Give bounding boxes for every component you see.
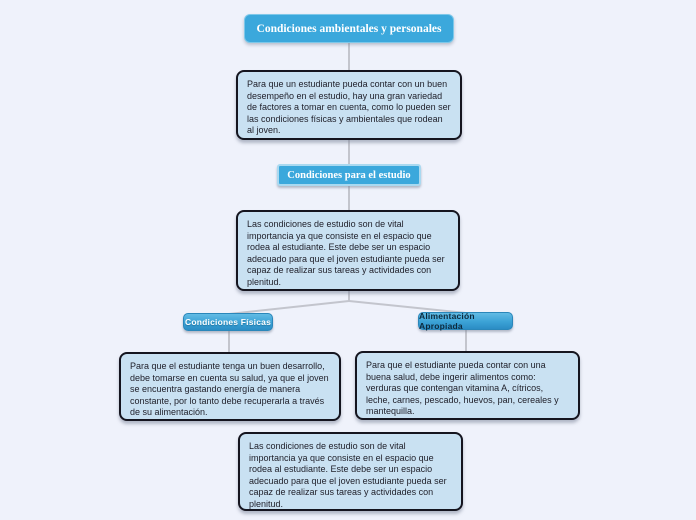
text-box-physical-description-text: Para que el estudiante tenga un buen desarrollo, debe tomarse en cuenta su salud, ya que el joven se encuentra gastando energía de manera constante, por lo tanto debe recuperarla a través de su alimentación.: [130, 361, 329, 418]
text-box-intro[interactable]: [236, 70, 462, 140]
node-study-label: Condiciones para el estudio: [287, 169, 411, 181]
node-condiciones-para-el-estudio[interactable]: [277, 164, 421, 186]
node-physical-label: Condiciones Físicas: [185, 317, 271, 327]
text-box-study-description[interactable]: [236, 210, 460, 291]
node-alimentacion-apropiada[interactable]: [418, 312, 513, 330]
text-box-food-description-text: Para que el estudiante pueda contar con una buena salud, debe ingerir alimentos como: verduras que contengan vitamina A, cítricos, leche, carnes, pescado, huevos, pan, cereales y mantequilla.: [366, 360, 559, 417]
text-box-food-description[interactable]: [355, 351, 580, 420]
root-node-label: Condiciones ambientales y personales: [256, 22, 442, 35]
node-condiciones-fisicas[interactable]: [183, 313, 273, 331]
text-box-intro-text: Para que un estudiante pueda contar con un buen desempeño en el estudio, hay una gran variedad de factores a tomar en cuenta, como lo pueden ser las condiciones físicas y ambientales que rodean al joven.: [247, 79, 451, 136]
text-box-physical-description[interactable]: [119, 352, 341, 421]
text-box-bottom-description-text: Las condiciones de estudio son de vital importancia ya que consiste en el espacio que rodea al estudiante. Este debe ser un espacio adecuado para que el joven estudiante pueda ser capaz de realizar sus tareas y actividades con plenitud.: [249, 441, 447, 509]
text-box-bottom-description[interactable]: [238, 432, 463, 511]
root-node-condiciones-ambientales[interactable]: [244, 14, 454, 43]
node-food-label: Alimentación Apropiada: [419, 311, 475, 331]
text-box-study-description-text: Las condiciones de estudio son de vital importancia ya que consiste en el espacio que rodea al estudiante. Este debe ser un espacio adecuado para que el joven estudiante pueda ser capaz de realizar sus tareas y actividades con plenitud.: [247, 219, 445, 287]
